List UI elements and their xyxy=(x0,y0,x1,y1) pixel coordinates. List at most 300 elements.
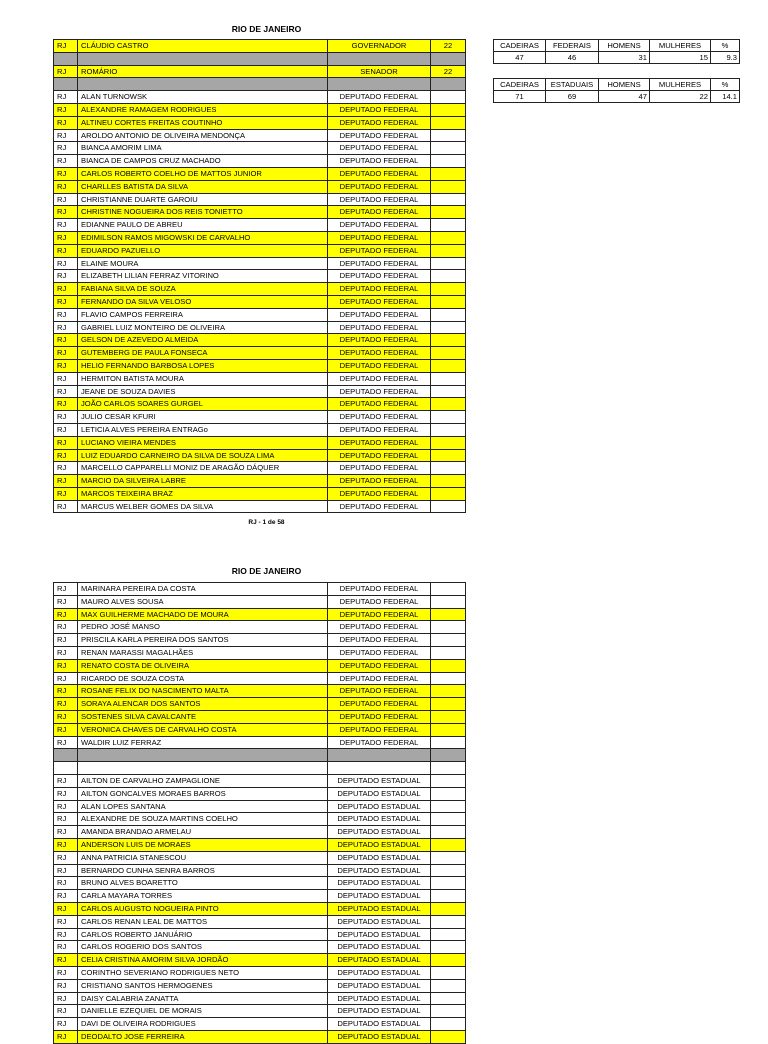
party-number-cell xyxy=(431,500,466,513)
office-cell: DEPUTADO ESTADUAL xyxy=(328,979,431,992)
candidate-name-cell: GELSON DE AZEVEDO ALMEIDA xyxy=(78,334,328,347)
empty-cell xyxy=(54,762,78,775)
party-number-cell xyxy=(431,877,466,890)
state-cell: RJ xyxy=(54,979,78,992)
office-cell: DEPUTADO FEDERAL xyxy=(328,244,431,257)
estadual-stats-table xyxy=(493,78,740,103)
office-cell: DEPUTADO ESTADUAL xyxy=(328,838,431,851)
table-row xyxy=(54,295,466,308)
empty-cell xyxy=(328,749,431,762)
table-row xyxy=(54,954,466,967)
empty-cell xyxy=(78,78,328,91)
office-cell: DEPUTADO ESTADUAL xyxy=(328,954,431,967)
state-cell: RJ xyxy=(54,1018,78,1031)
office-cell: DEPUTADO ESTADUAL xyxy=(328,877,431,890)
candidate-name-cell: FABIANA SILVA DE SOUZA xyxy=(78,283,328,296)
office-cell: DEPUTADO FEDERAL xyxy=(328,475,431,488)
table-row xyxy=(54,838,466,851)
office-cell: DEPUTADO FEDERAL xyxy=(328,659,431,672)
party-number-cell xyxy=(431,116,466,129)
office-cell: DEPUTADO FEDERAL xyxy=(328,646,431,659)
state-cell: RJ xyxy=(54,800,78,813)
office-cell: DEPUTADO FEDERAL xyxy=(328,103,431,116)
candidate-name-cell: JEANE DE SOUZA DAVIES xyxy=(78,385,328,398)
table-row xyxy=(54,334,466,347)
candidate-name-cell: ROSANE FELIX DO NASCIMENTO MALTA xyxy=(78,685,328,698)
stats-header-cell: % xyxy=(711,40,740,52)
party-number-cell xyxy=(431,257,466,270)
state-cell: RJ xyxy=(54,91,78,104)
candidate-name-cell: GABRIEL LUIZ MONTEIRO DE OLIVEIRA xyxy=(78,321,328,334)
state-cell: RJ xyxy=(54,436,78,449)
office-cell: DEPUTADO FEDERAL xyxy=(328,167,431,180)
empty-cell xyxy=(328,762,431,775)
state-cell: RJ xyxy=(54,449,78,462)
candidate-name-cell: AROLDO ANTONIO DE OLIVEIRA MENDONÇA xyxy=(78,129,328,142)
empty-cell xyxy=(54,78,78,91)
office-cell: DEPUTADO FEDERAL xyxy=(328,180,431,193)
office-cell: DEPUTADO FEDERAL xyxy=(328,487,431,500)
table-row xyxy=(54,487,466,500)
table-row xyxy=(54,180,466,193)
stats-value-cell: 46 xyxy=(546,52,599,64)
candidate-name-cell: CARLOS ROBERTO JANUÁRIO xyxy=(78,928,328,941)
candidate-name-cell: ALAN LOPES SANTANA xyxy=(78,800,328,813)
separator-row xyxy=(54,749,466,762)
federal-stats-header-row xyxy=(494,40,740,52)
table-row xyxy=(54,347,466,360)
office-cell: DEPUTADO FEDERAL xyxy=(328,193,431,206)
table-row xyxy=(54,244,466,257)
state-cell: RJ xyxy=(54,180,78,193)
candidate-name-cell: ALAN TURNOWSK xyxy=(78,91,328,104)
party-number-cell xyxy=(431,774,466,787)
candidate-name-cell: ALEXANDRE RAMAGEM RODRIGUES xyxy=(78,103,328,116)
state-cell: RJ xyxy=(54,902,78,915)
party-number-cell xyxy=(431,787,466,800)
state-cell: RJ xyxy=(54,462,78,475)
stats-header-cell: HOMENS xyxy=(599,79,650,91)
state-cell: RJ xyxy=(54,838,78,851)
stats-value-cell: 31 xyxy=(599,52,650,64)
candidate-name-cell: BIANCA AMORIM LIMA xyxy=(78,142,328,155)
stats-header-cell: CADEIRAS xyxy=(494,79,546,91)
party-number-cell xyxy=(431,685,466,698)
stats-header-cell: FEDERAIS xyxy=(546,40,599,52)
state-cell: RJ xyxy=(54,826,78,839)
state-cell: RJ xyxy=(54,787,78,800)
office-cell: DEPUTADO FEDERAL xyxy=(328,206,431,219)
party-number-cell xyxy=(431,449,466,462)
state-cell: RJ xyxy=(54,398,78,411)
candidate-name-cell: CHARLLES BATISTA DA SILVA xyxy=(78,180,328,193)
party-number-cell xyxy=(431,231,466,244)
state-cell: RJ xyxy=(54,698,78,711)
office-cell: DEPUTADO FEDERAL xyxy=(328,500,431,513)
party-number-cell xyxy=(431,838,466,851)
party-number-cell xyxy=(431,475,466,488)
state-cell: RJ xyxy=(54,877,78,890)
state-cell: RJ xyxy=(54,595,78,608)
state-cell: RJ xyxy=(54,475,78,488)
state-cell: RJ xyxy=(54,487,78,500)
state-cell: RJ xyxy=(54,231,78,244)
table-row xyxy=(54,595,466,608)
candidate-name-cell: CORINTHO SEVERIANO RODRIGUES NETO xyxy=(78,966,328,979)
office-cell: DEPUTADO FEDERAL xyxy=(328,308,431,321)
state-cell: RJ xyxy=(54,129,78,142)
state-cell: RJ xyxy=(54,928,78,941)
candidate-name-cell: CARLA MAYARA TORRES xyxy=(78,890,328,903)
table-row xyxy=(54,723,466,736)
state-cell: RJ xyxy=(54,890,78,903)
state-cell: RJ xyxy=(54,270,78,283)
candidate-name-cell: ELAINE MOURA xyxy=(78,257,328,270)
party-number-cell xyxy=(431,851,466,864)
page-2-candidates-table xyxy=(53,582,466,1044)
party-number-cell xyxy=(431,646,466,659)
state-cell: RJ xyxy=(54,219,78,232)
candidate-name-cell: LUIZ EDUARDO CARNEIRO DA SILVA DE SOUZA LIMA xyxy=(78,449,328,462)
office-cell: DEPUTADO ESTADUAL xyxy=(328,966,431,979)
office-cell: DEPUTADO FEDERAL xyxy=(328,436,431,449)
party-number-cell xyxy=(431,270,466,283)
party-number-cell xyxy=(431,736,466,749)
table-row xyxy=(54,167,466,180)
candidate-name-cell: DANIELLE EZEQUIEL DE MORAIS xyxy=(78,1005,328,1018)
candidate-name-cell: MAURO ALVES SOUSA xyxy=(78,595,328,608)
table-row xyxy=(54,1005,466,1018)
party-number-cell xyxy=(431,142,466,155)
office-cell: DEPUTADO ESTADUAL xyxy=(328,1018,431,1031)
candidate-name-cell: AMANDA BRANDAO ARMELAU xyxy=(78,826,328,839)
office-cell: DEPUTADO FEDERAL xyxy=(328,411,431,424)
state-cell: RJ xyxy=(54,103,78,116)
candidate-name-cell: WALDIR LUIZ FERRAZ xyxy=(78,736,328,749)
blank-row xyxy=(54,762,466,775)
page-1-candidates-table xyxy=(53,39,466,513)
table-row xyxy=(54,774,466,787)
office-cell: DEPUTADO ESTADUAL xyxy=(328,787,431,800)
candidate-name-cell: CARLOS RENAN LEAL DE MATTOS xyxy=(78,915,328,928)
candidate-name-cell: ANNA PATRICIA STANESCOU xyxy=(78,851,328,864)
candidate-name-cell: ALEXANDRE DE SOUZA MARTINS COELHO xyxy=(78,813,328,826)
party-number-cell xyxy=(431,595,466,608)
office-cell: DEPUTADO FEDERAL xyxy=(328,359,431,372)
state-cell: RJ xyxy=(54,583,78,596)
table-row xyxy=(54,411,466,424)
office-cell: DEPUTADO ESTADUAL xyxy=(328,1005,431,1018)
office-cell: DEPUTADO ESTADUAL xyxy=(328,992,431,1005)
party-number-cell xyxy=(431,698,466,711)
office-cell: DEPUTADO ESTADUAL xyxy=(328,800,431,813)
table-row xyxy=(54,979,466,992)
candidate-name-cell: MARCIO DA SILVEIRA LABRE xyxy=(78,475,328,488)
table-row xyxy=(54,902,466,915)
office-cell: DEPUTADO FEDERAL xyxy=(328,462,431,475)
stats-header-cell: HOMENS xyxy=(599,40,650,52)
table-row xyxy=(54,65,466,78)
table-row xyxy=(54,851,466,864)
table-row xyxy=(54,129,466,142)
state-cell: RJ xyxy=(54,1005,78,1018)
table-row xyxy=(54,800,466,813)
party-number-cell xyxy=(431,608,466,621)
table-row xyxy=(54,659,466,672)
state-cell: RJ xyxy=(54,813,78,826)
candidate-name-cell: EDIMILSON RAMOS MIGOWSKI DE CARVALHO xyxy=(78,231,328,244)
candidate-name-cell: CELIA CRISTINA AMORIM SILVA JORDÃO xyxy=(78,954,328,967)
table-row xyxy=(54,583,466,596)
table-row xyxy=(54,219,466,232)
empty-cell xyxy=(431,78,466,91)
party-number-cell xyxy=(431,155,466,168)
candidate-name-cell: PRISCILA KARLA PEREIRA DOS SANTOS xyxy=(78,634,328,647)
party-number-cell xyxy=(431,902,466,915)
state-cell: RJ xyxy=(54,608,78,621)
empty-cell xyxy=(328,52,431,65)
party-number-cell xyxy=(431,710,466,723)
candidate-name-cell: LUCIANO VIEIRA MENDES xyxy=(78,436,328,449)
page-2-title: RIO DE JANEIRO xyxy=(231,566,302,576)
office-cell: DEPUTADO FEDERAL xyxy=(328,423,431,436)
state-cell: RJ xyxy=(54,966,78,979)
party-number-cell xyxy=(431,992,466,1005)
candidate-name-cell: ANDERSON LUIS DE MORAES xyxy=(78,838,328,851)
candidate-name-cell: RENATO COSTA DE OLIVEIRA xyxy=(78,659,328,672)
candidate-name-cell: MARCELLO CAPPARELLI MONIZ DE ARAGÃO DÁQUER xyxy=(78,462,328,475)
office-cell: DEPUTADO ESTADUAL xyxy=(328,928,431,941)
party-number-cell: 22 xyxy=(431,65,466,78)
party-number-cell xyxy=(431,103,466,116)
candidate-name-cell: VERONICA CHAVES DE CARVALHO COSTA xyxy=(78,723,328,736)
state-cell: RJ xyxy=(54,1030,78,1043)
state-cell: RJ xyxy=(54,736,78,749)
party-number-cell xyxy=(431,180,466,193)
party-number-cell xyxy=(431,864,466,877)
stats-value-cell: 15 xyxy=(650,52,711,64)
table-row xyxy=(54,698,466,711)
office-cell: DEPUTADO FEDERAL xyxy=(328,116,431,129)
office-cell: DEPUTADO FEDERAL xyxy=(328,621,431,634)
candidate-name-cell: EDIANNE PAULO DE ABREU xyxy=(78,219,328,232)
candidate-name-cell: CHRISTINE NOGUEIRA DOS REIS TONIETTO xyxy=(78,206,328,219)
party-number-cell xyxy=(431,941,466,954)
state-cell: RJ xyxy=(54,40,78,53)
party-number-cell xyxy=(431,583,466,596)
empty-cell xyxy=(431,749,466,762)
office-cell: DEPUTADO ESTADUAL xyxy=(328,851,431,864)
party-number-cell xyxy=(431,359,466,372)
state-cell: RJ xyxy=(54,359,78,372)
office-cell: DEPUTADO ESTADUAL xyxy=(328,941,431,954)
empty-cell xyxy=(431,52,466,65)
state-cell: RJ xyxy=(54,347,78,360)
candidate-name-cell: MARCUS WELBER GOMES DA SILVA xyxy=(78,500,328,513)
stats-header-cell: MULHERES xyxy=(650,79,711,91)
party-number-cell xyxy=(431,800,466,813)
candidate-name-cell: RENAN MARASSI MAGALHÃES xyxy=(78,646,328,659)
party-number-cell xyxy=(431,219,466,232)
candidate-name-cell: DAISY CALABRIA ZANATTA xyxy=(78,992,328,1005)
candidate-name-cell: GUTEMBERG DE PAULA FONSECA xyxy=(78,347,328,360)
party-number-cell xyxy=(431,813,466,826)
candidate-name-cell: ELIZABETH LILIAN FERRAZ VITORINO xyxy=(78,270,328,283)
party-number-cell xyxy=(431,206,466,219)
office-cell: DEPUTADO FEDERAL xyxy=(328,334,431,347)
office-cell: DEPUTADO ESTADUAL xyxy=(328,902,431,915)
table-row xyxy=(54,646,466,659)
party-number-cell xyxy=(431,334,466,347)
party-number-cell xyxy=(431,347,466,360)
table-row xyxy=(54,685,466,698)
party-number-cell xyxy=(431,659,466,672)
party-number-cell xyxy=(431,308,466,321)
table-row xyxy=(54,385,466,398)
office-cell: DEPUTADO FEDERAL xyxy=(328,91,431,104)
party-number-cell xyxy=(431,167,466,180)
candidate-name-cell: CLÁUDIO CASTRO xyxy=(78,40,328,53)
table-row xyxy=(54,193,466,206)
candidate-name-cell: LETICIA ALVES PEREIRA ENTRAGo xyxy=(78,423,328,436)
candidate-name-cell: AILTON GONCALVES MORAES BARROS xyxy=(78,787,328,800)
office-cell: DEPUTADO ESTADUAL xyxy=(328,813,431,826)
candidate-name-cell: AILTON DE CARVALHO ZAMPAGLIONE xyxy=(78,774,328,787)
party-number-cell: 22 xyxy=(431,40,466,53)
candidate-name-cell: DEODALTO JOSE FERREIRA xyxy=(78,1030,328,1043)
stats-value-cell: 71 xyxy=(494,91,546,103)
candidate-name-cell: ALTINEU CORTES FREITAS COUTINHO xyxy=(78,116,328,129)
table-row xyxy=(54,372,466,385)
candidate-name-cell: HERMITON BATISTA MOURA xyxy=(78,372,328,385)
state-cell: RJ xyxy=(54,167,78,180)
table-row xyxy=(54,877,466,890)
table-row xyxy=(54,672,466,685)
federal-stats-values-row xyxy=(494,52,740,64)
state-cell: RJ xyxy=(54,193,78,206)
empty-cell xyxy=(78,762,328,775)
empty-cell xyxy=(328,78,431,91)
office-cell: DEPUTADO FEDERAL xyxy=(328,595,431,608)
candidate-name-cell: BERNARDO CUNHA SENRA BARROS xyxy=(78,864,328,877)
stats-value-cell: 14.1 xyxy=(711,91,740,103)
estadual-stats-header-row xyxy=(494,79,740,91)
state-cell: RJ xyxy=(54,334,78,347)
party-number-cell xyxy=(431,966,466,979)
party-number-cell xyxy=(431,826,466,839)
office-cell: DEPUTADO FEDERAL xyxy=(328,231,431,244)
party-number-cell xyxy=(431,398,466,411)
candidate-name-cell: HELIO FERNANDO BARBOSA LOPES xyxy=(78,359,328,372)
party-number-cell xyxy=(431,890,466,903)
state-cell: RJ xyxy=(54,851,78,864)
office-cell: DEPUTADO ESTADUAL xyxy=(328,890,431,903)
candidate-name-cell: MAX GUILHERME MACHADO DE MOURA xyxy=(78,608,328,621)
office-cell: DEPUTADO FEDERAL xyxy=(328,685,431,698)
party-number-cell xyxy=(431,979,466,992)
candidate-name-cell: MARINARA PEREIRA DA COSTA xyxy=(78,583,328,596)
office-cell: DEPUTADO ESTADUAL xyxy=(328,864,431,877)
candidate-name-cell: CARLOS ROGERIO DOS SANTOS xyxy=(78,941,328,954)
office-cell: DEPUTADO FEDERAL xyxy=(328,698,431,711)
state-cell: RJ xyxy=(54,710,78,723)
state-cell: RJ xyxy=(54,257,78,270)
separator-row xyxy=(54,52,466,65)
party-number-cell xyxy=(431,1030,466,1043)
candidate-name-cell: MARCOS TEIXEIRA BRAZ xyxy=(78,487,328,500)
stats-value-cell: 47 xyxy=(494,52,546,64)
empty-cell xyxy=(54,52,78,65)
party-number-cell xyxy=(431,423,466,436)
office-cell: DEPUTADO FEDERAL xyxy=(328,321,431,334)
candidate-name-cell: BRUNO ALVES BOARETTO xyxy=(78,877,328,890)
table-row xyxy=(54,142,466,155)
candidate-name-cell: BIANCA DE CAMPOS CRUZ MACHADO xyxy=(78,155,328,168)
empty-cell xyxy=(431,762,466,775)
party-number-cell xyxy=(431,954,466,967)
party-number-cell xyxy=(431,91,466,104)
state-cell: RJ xyxy=(54,685,78,698)
estadual-stats-values-row xyxy=(494,91,740,103)
office-cell: DEPUTADO FEDERAL xyxy=(328,142,431,155)
table-row xyxy=(54,116,466,129)
state-cell: RJ xyxy=(54,672,78,685)
candidate-name-cell: ROMÁRIO xyxy=(78,65,328,78)
party-number-cell xyxy=(431,283,466,296)
party-number-cell xyxy=(431,385,466,398)
party-number-cell xyxy=(431,462,466,475)
state-cell: RJ xyxy=(54,621,78,634)
candidate-name-cell: CRISTIANO SANTOS HERMOGENES xyxy=(78,979,328,992)
party-number-cell xyxy=(431,723,466,736)
candidate-name-cell: SORAYA ALENCAR DOS SANTOS xyxy=(78,698,328,711)
office-cell: DEPUTADO ESTADUAL xyxy=(328,826,431,839)
table-row xyxy=(54,257,466,270)
office-cell: DEPUTADO FEDERAL xyxy=(328,672,431,685)
office-cell: DEPUTADO FEDERAL xyxy=(328,723,431,736)
office-cell: SENADOR xyxy=(328,65,431,78)
page-1-title: RIO DE JANEIRO xyxy=(231,24,302,34)
table-row xyxy=(54,475,466,488)
state-cell: RJ xyxy=(54,864,78,877)
state-cell: RJ xyxy=(54,244,78,257)
table-row xyxy=(54,736,466,749)
separator-row xyxy=(54,78,466,91)
office-cell: DEPUTADO FEDERAL xyxy=(328,129,431,142)
office-cell: DEPUTADO FEDERAL xyxy=(328,608,431,621)
table-row xyxy=(54,206,466,219)
state-cell: RJ xyxy=(54,372,78,385)
office-cell: DEPUTADO FEDERAL xyxy=(328,347,431,360)
table-row xyxy=(54,915,466,928)
table-row xyxy=(54,398,466,411)
table-row xyxy=(54,621,466,634)
state-cell: RJ xyxy=(54,423,78,436)
table-row xyxy=(54,91,466,104)
table-row xyxy=(54,231,466,244)
candidate-name-cell: CARLOS AUGUSTO NOGUEIRA PINTO xyxy=(78,902,328,915)
office-cell: DEPUTADO FEDERAL xyxy=(328,736,431,749)
stats-value-cell: 22 xyxy=(650,91,711,103)
table-row xyxy=(54,710,466,723)
office-cell: DEPUTADO FEDERAL xyxy=(328,385,431,398)
table-row xyxy=(54,634,466,647)
office-cell: DEPUTADO FEDERAL xyxy=(328,155,431,168)
table-row xyxy=(54,826,466,839)
table-row xyxy=(54,40,466,53)
candidate-name-cell: JOÃO CARLOS SOARES GURGEL xyxy=(78,398,328,411)
party-number-cell xyxy=(431,928,466,941)
